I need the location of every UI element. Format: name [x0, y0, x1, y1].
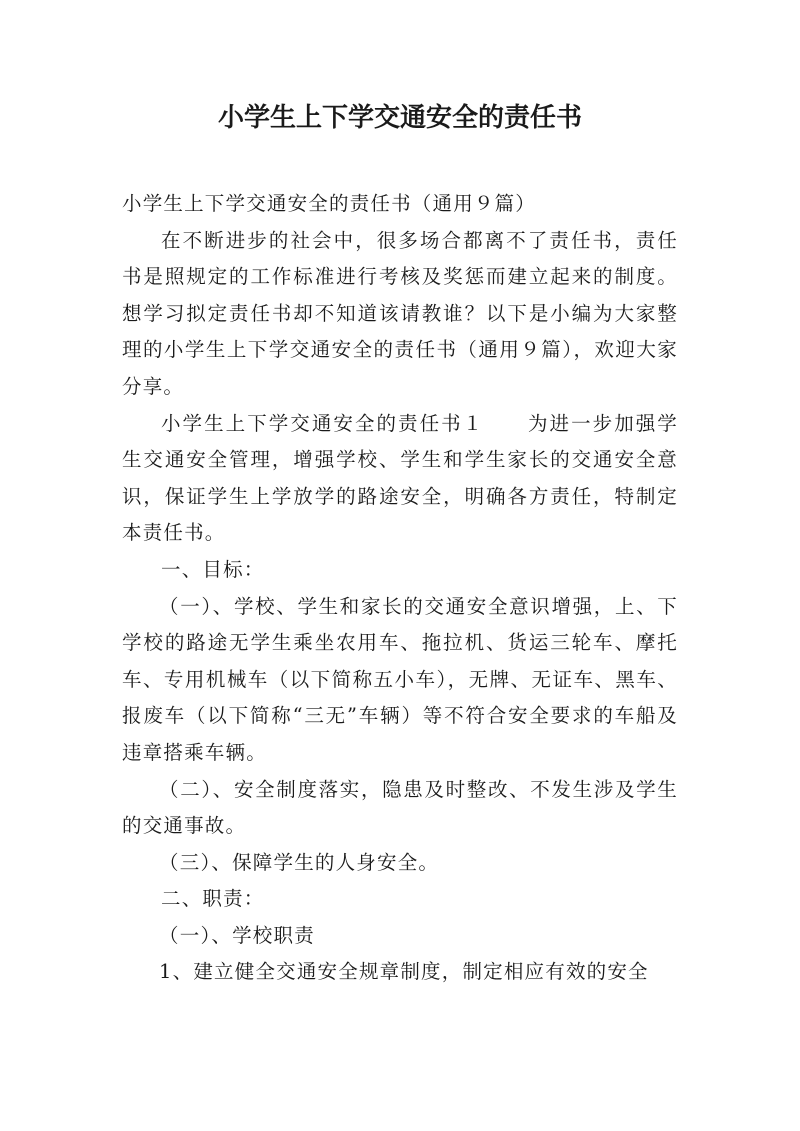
- goals-heading: 一、目标：: [161, 557, 265, 581]
- duties-heading: 二、职责：: [161, 887, 265, 911]
- school-duties-heading: （一）、学校职责: [159, 923, 315, 947]
- intro-paragraph: 在不断进步的社会中，很多场合都离不了责任书，责任书是照规定的工作标准进行考核及奖惩而建立起来的制度。想学习拟定责任书却不知道该请教谁？以下是小编为大家整理的小学生上下学交通安全的责任书（通用９篇），欢迎大家分享。: [122, 228, 678, 398]
- goal-item-1: （一）、学校、学生和家长的交通安全意识增强，上、下学校的路途无学生乘坐农用车、拖拉机、货运三轮车、摩托车、专用机械车（以下简称五小车），无牌、无证车、黑车、报废车（以下简称“三无”车辆）等不符合安全要求的车船及违章搭乘车辆。: [122, 594, 678, 764]
- school-duty-item-1: 1、建立健全交通安全规章制度，制定相应有效的安全: [159, 960, 649, 984]
- document-body: [122, 186, 678, 991]
- goal-item-3: （三）、保障学生的人身安全。: [159, 850, 440, 874]
- goal-item-2: （二）、安全制度落实，隐患及时整改、不发生涉及学生的交通事故。: [122, 777, 678, 838]
- document-title: 小学生上下学交通安全的责任书: [217, 103, 582, 133]
- section-1-paragraph: [122, 406, 678, 552]
- subtitle-paragraph: 小学生上下学交通安全的责任书（通用９篇）: [122, 192, 537, 215]
- section-1-heading: 小学生上下学交通安全的责任书１: [161, 411, 485, 435]
- section-1-text: 为进一步加强学生交通安全管理，增强学校、学生和学生家长的交通安全意识，保证学生上学放学的路途安全，明确各方责任，特制定本责任书。: [122, 411, 678, 545]
